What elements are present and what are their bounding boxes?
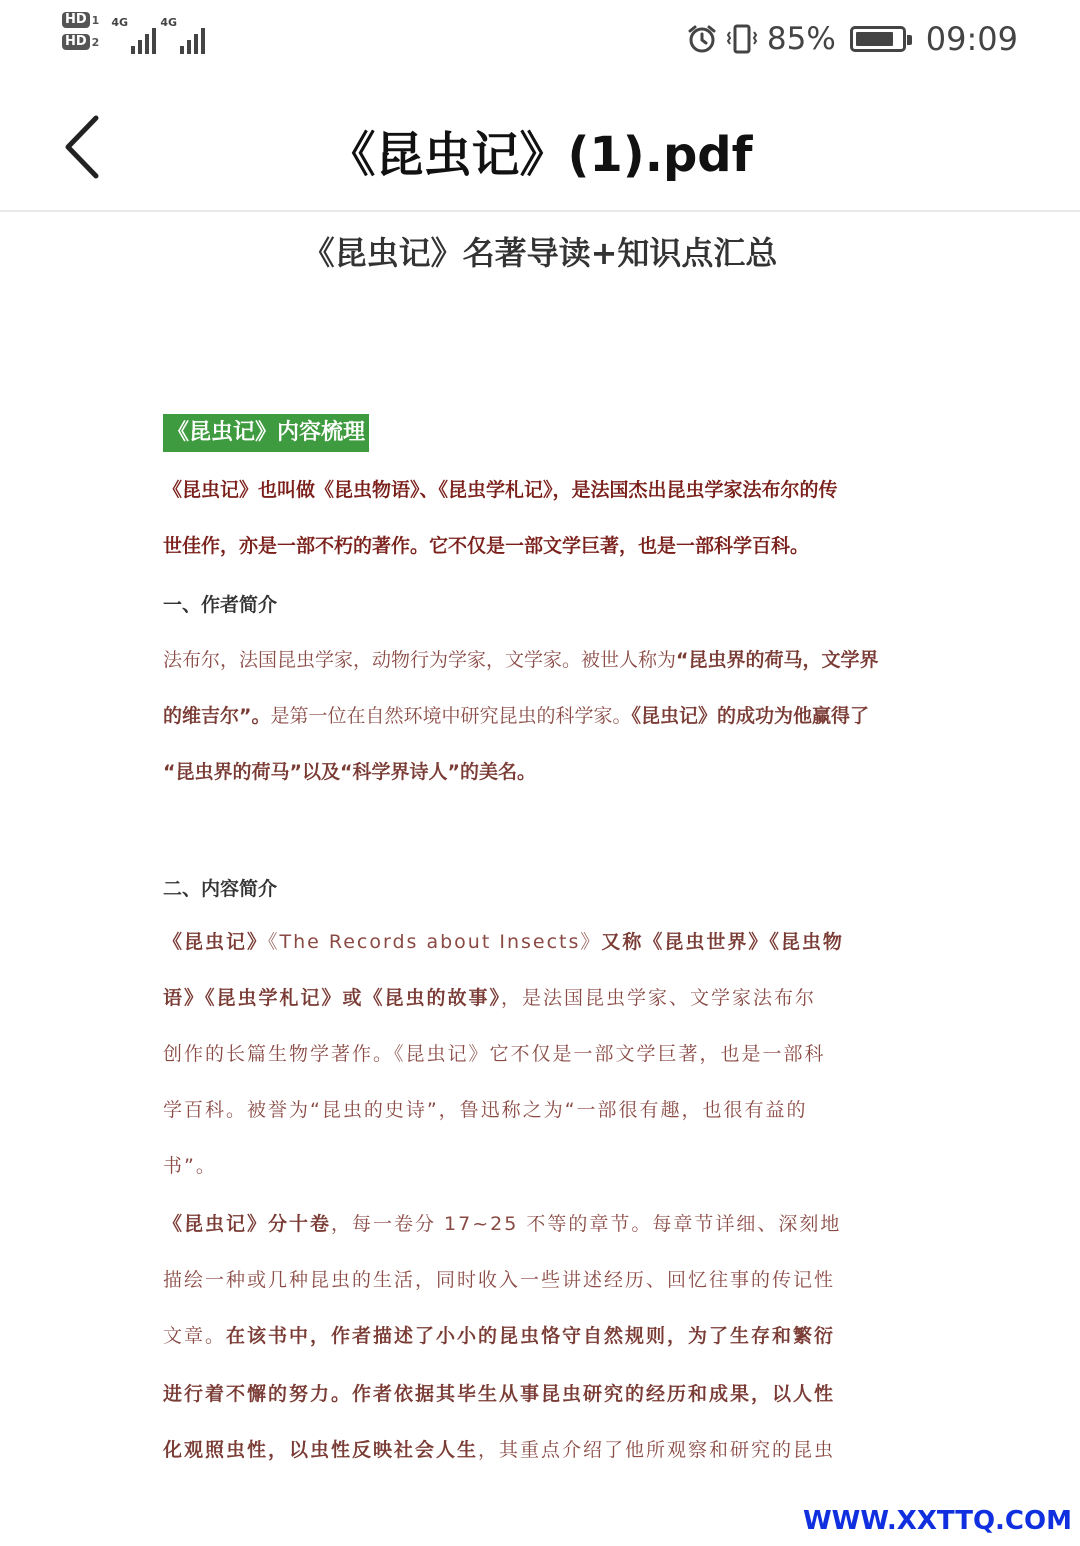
intro-line-2: 世佳作，亦是一部不朽的著作。它不仅是一部文学巨著，也是一部科学百科。 [163, 535, 810, 557]
watermark: WWW.XXTTQ.COM [803, 1506, 1072, 1536]
battery-percent: 85% [766, 21, 836, 57]
status-bar [0, 0, 1080, 82]
hd-indicator-1: HD 1 [62, 12, 99, 28]
content-heading: 二、内容简介 [163, 878, 278, 900]
signal-icon-2: 4G [160, 12, 205, 54]
author-heading: 一、作者简介 [163, 594, 278, 616]
status-right [687, 20, 1018, 58]
battery-icon [850, 26, 906, 52]
author-line-3: “昆虫界的荷马”以及“科学界诗人”的美名。 [163, 761, 536, 783]
author-line-2: 的维吉尔”。是第一位在自然环境中研究昆虫的科学家。《昆虫记》的成功为他赢得了 [163, 705, 870, 727]
alarm-icon [687, 24, 717, 54]
content-line-2: 语》《昆虫学札记》或《昆虫的故事》，是法国昆虫学家、文学家法布尔 [163, 987, 817, 1009]
content-line-4: 学百科。被誉为“昆虫的史诗”，鲁迅称之为“一部很有趣，也很有益的 [163, 1099, 808, 1121]
clock: 09:09 [925, 20, 1018, 58]
section-tag: 《昆虫记》内容梳理 [163, 414, 369, 452]
signal-icon-1: 4G [111, 12, 156, 54]
app-header [0, 82, 1080, 212]
author-line-1: 法布尔，法国昆虫学家，动物行为学家，文学家。被世人称为“昆虫界的荷马，文学界 [163, 649, 879, 671]
signal-area [62, 12, 205, 54]
content-line-9: 进行着不懈的努力。作者依据其毕生从事昆虫研究的经历和成果，以人性 [163, 1383, 836, 1405]
content-line-1: 《昆虫记》《The Records about Insects》又称《昆虫世界》《昆虫物 [163, 931, 844, 953]
hd-indicator-2: HD 2 [62, 34, 99, 50]
page-title: 《昆虫记》(1).pdf [327, 127, 753, 183]
content-line-8: 文章。在该书中，作者描述了小小的昆虫恪守自然规则，为了生存和繁衍 [163, 1325, 836, 1347]
intro-line-1: 《昆虫记》也叫做《昆虫物语》、《昆虫学札记》，是法国杰出昆虫学家法布尔的传 [163, 479, 838, 501]
document-title: 《昆虫记》名著导读+知识点汇总 [302, 234, 778, 272]
vibrate-icon [725, 22, 759, 56]
content-line-7: 描绘一种或几种昆虫的生活，同时收入一些讲述经历、回忆往事的传记性 [163, 1269, 836, 1291]
battery-fill [856, 32, 893, 46]
content-line-3: 创作的长篇生物学著作。《昆虫记》它不仅是一部文学巨著，也是一部科 [163, 1043, 826, 1065]
content-line-5: 书”。 [163, 1155, 217, 1177]
content-line-6: 《昆虫记》分十卷，每一卷分 17~25 不等的章节。每章节详细、深刻地 [163, 1213, 842, 1235]
content-line-10: 化观照虫性，以虫性反映社会人生，其重点介绍了他所观察和研究的昆虫 [163, 1439, 836, 1461]
